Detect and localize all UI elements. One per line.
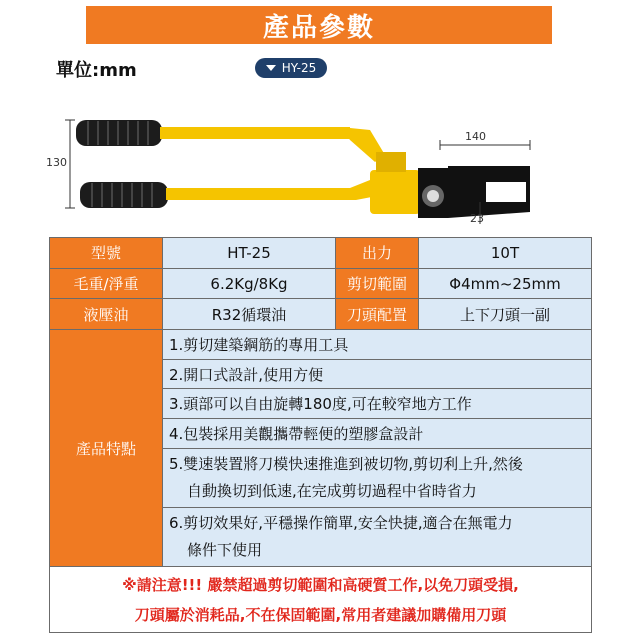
oil-value: R32循環油	[163, 299, 336, 330]
feature-item: 4.包裝採用美觀攜帶輕便的塑膠盒設計	[163, 419, 592, 449]
model-badge-label: HY-25	[281, 61, 317, 75]
feature-item-multiline	[163, 508, 592, 567]
feature-line: 條件下使用	[187, 541, 263, 560]
range-value: Φ4mm~25mm	[419, 268, 592, 299]
spec-table	[49, 237, 592, 633]
oil-label: 液壓油	[50, 299, 163, 330]
model-label: 型號	[50, 238, 163, 269]
model-value: HT-25	[163, 238, 336, 269]
tool-diagram	[40, 100, 560, 230]
dimension-jaw-depth: 23	[470, 212, 484, 225]
output-value: 10T	[419, 238, 592, 269]
feature-line: 自動換切到低速,在完成剪切過程中省時省力	[187, 481, 477, 500]
feature-item: 1.剪切建築鋼筋的專用工具	[163, 330, 592, 360]
spec-row	[50, 299, 592, 330]
range-label: 剪切範圍	[336, 268, 419, 299]
warning-line: 刀頭屬於消耗品,不在保固範圍,常用者建議加購備用刀頭	[134, 605, 507, 624]
feature-line: 6.剪切效果好,平穩操作簡單,安全快捷,適合在無電力	[169, 514, 513, 533]
unit-label: 單位:mm	[56, 60, 137, 81]
warning-line: ※請注意!!! 嚴禁超過剪切範圍和高硬質工作,以免刀頭受損,	[122, 575, 519, 594]
spec-row	[50, 268, 592, 299]
blade-label: 刀頭配置	[336, 299, 419, 330]
hydraulic-cutter-illustration	[40, 100, 560, 230]
caret-down-icon	[266, 65, 276, 71]
features-label: 產品特點	[50, 330, 163, 567]
feature-item-multiline	[163, 448, 592, 507]
dimension-height: 130	[46, 156, 67, 169]
weight-label: 毛重/淨重	[50, 268, 163, 299]
spec-row	[50, 238, 592, 269]
feature-row	[50, 330, 592, 360]
page-title: 產品參數	[86, 6, 552, 44]
feature-item: 2.開口式設計,使用方便	[163, 359, 592, 389]
blade-value: 上下刀頭一副	[419, 299, 592, 330]
feature-line: 5.雙速裝置將刀模快速推進到被切物,剪切利上升,然後	[169, 454, 523, 473]
weight-value: 6.2Kg/8Kg	[163, 268, 336, 299]
feature-item: 3.頭部可以自由旋轉180度,可在較窄地方工作	[163, 389, 592, 419]
notice-row	[50, 567, 592, 633]
warning-notice	[50, 567, 592, 633]
model-badge[interactable]	[255, 58, 327, 78]
dimension-jaw-length: 140	[465, 130, 486, 143]
output-label: 出力	[336, 238, 419, 269]
